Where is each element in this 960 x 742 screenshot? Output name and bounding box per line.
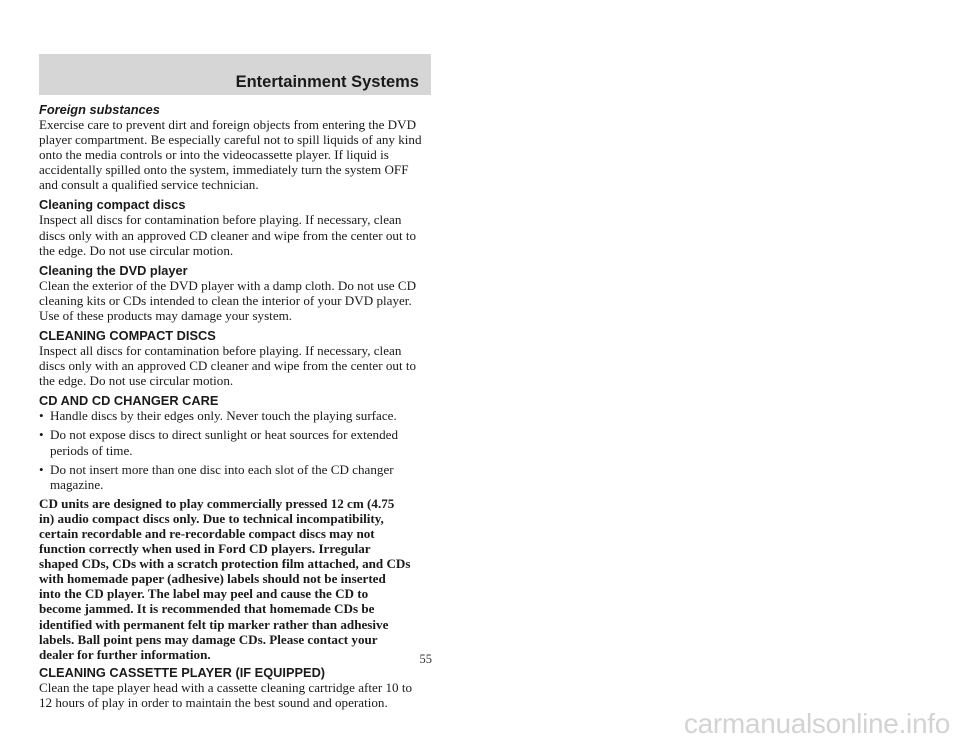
list-item-text: Do not expose discs to direct sunlight or heat sources for extended periods of time.: [50, 427, 398, 458]
paragraph-cleaning-compact-discs-upper: Inspect all discs for contamination before playing. If necessary, clean discs only with an approved CD cleaner and wipe from the center out to the edge. Do not use circular motion.: [39, 343, 417, 389]
paragraph-cleaning-compact-discs: Inspect all discs for contamination before playing. If necessary, clean discs only with an approved CD cleaner and wipe from the center out to the edge. Do not use circular motion.: [39, 212, 417, 258]
cd-compatibility-notice: CD units are designed to play commercially pressed 12 cm (4.75 in) audio compact discs only. Due to technical incompatibility, certain recordable and re-recordable compact discs may not function correctly when used in Ford CD players. Irregular shaped CDs, CDs with a scratch protection film attached, and CDs with homemade paper (adhesive) labels should not be inserted into the CD player. The label may peel and cause the CD to become jammed. It is recommended that homemade CDs be identified with permanent felt tip marker rather than adhesive labels. Ball point pens may damage CDs. Please contact your dealer for further information.: [39, 495, 411, 662]
cd-care-bullet-list: [39, 408, 439, 491]
section-header-band: [39, 54, 431, 95]
heading-cleaning-compact-discs: Cleaning compact discs: [39, 197, 186, 213]
paragraph-cleaning-cassette-player: Clean the tape player head with a cassette cleaning cartridge after 10 to 12 hours of play in order to maintain the best sound and operation.: [39, 679, 412, 710]
watermark: carmanualsonline.info: [683, 708, 950, 739]
bullet-icon: •: [39, 461, 44, 477]
page-number: 55: [419, 652, 432, 666]
heading-cleaning-dvd-player: Cleaning the DVD player: [39, 262, 188, 278]
heading-cleaning-compact-discs-upper: CLEANING COMPACT DISCS: [39, 328, 216, 344]
section-title: Entertainment Systems: [235, 73, 419, 91]
bullet-icon: •: [39, 408, 44, 424]
paragraph-foreign-substances: Exercise care to prevent dirt and foreign objects from entering the DVD player compartment. Be especially careful not to spill liquids of any kind onto the media controls or into the videocassette player. If liquid is accidentally spilled onto the system, immediately turn the system OFF and consult a qualified service technician.: [39, 117, 422, 193]
list-item: [39, 427, 439, 457]
heading-foreign-substances: Foreign substances: [39, 102, 160, 117]
list-item: [39, 408, 439, 423]
page-content: [39, 102, 439, 715]
list-item-text: Do not insert more than one disc into each slot of the CD changer magazine.: [50, 461, 394, 492]
list-item-text: Handle discs by their edges only. Never touch the playing surface.: [50, 408, 397, 424]
list-item: [39, 462, 439, 492]
heading-cd-changer-care: CD AND CD CHANGER CARE: [39, 393, 219, 409]
paragraph-cleaning-dvd-player: Clean the exterior of the DVD player with a damp cloth. Do not use CD cleaning kits or CDs intended to clean the interior of your DVD player. Use of these products may damage your system.: [39, 277, 417, 323]
bullet-icon: •: [39, 427, 44, 443]
heading-cleaning-cassette-player: CLEANING CASSETTE PLAYER (IF EQUIPPED): [39, 664, 326, 680]
